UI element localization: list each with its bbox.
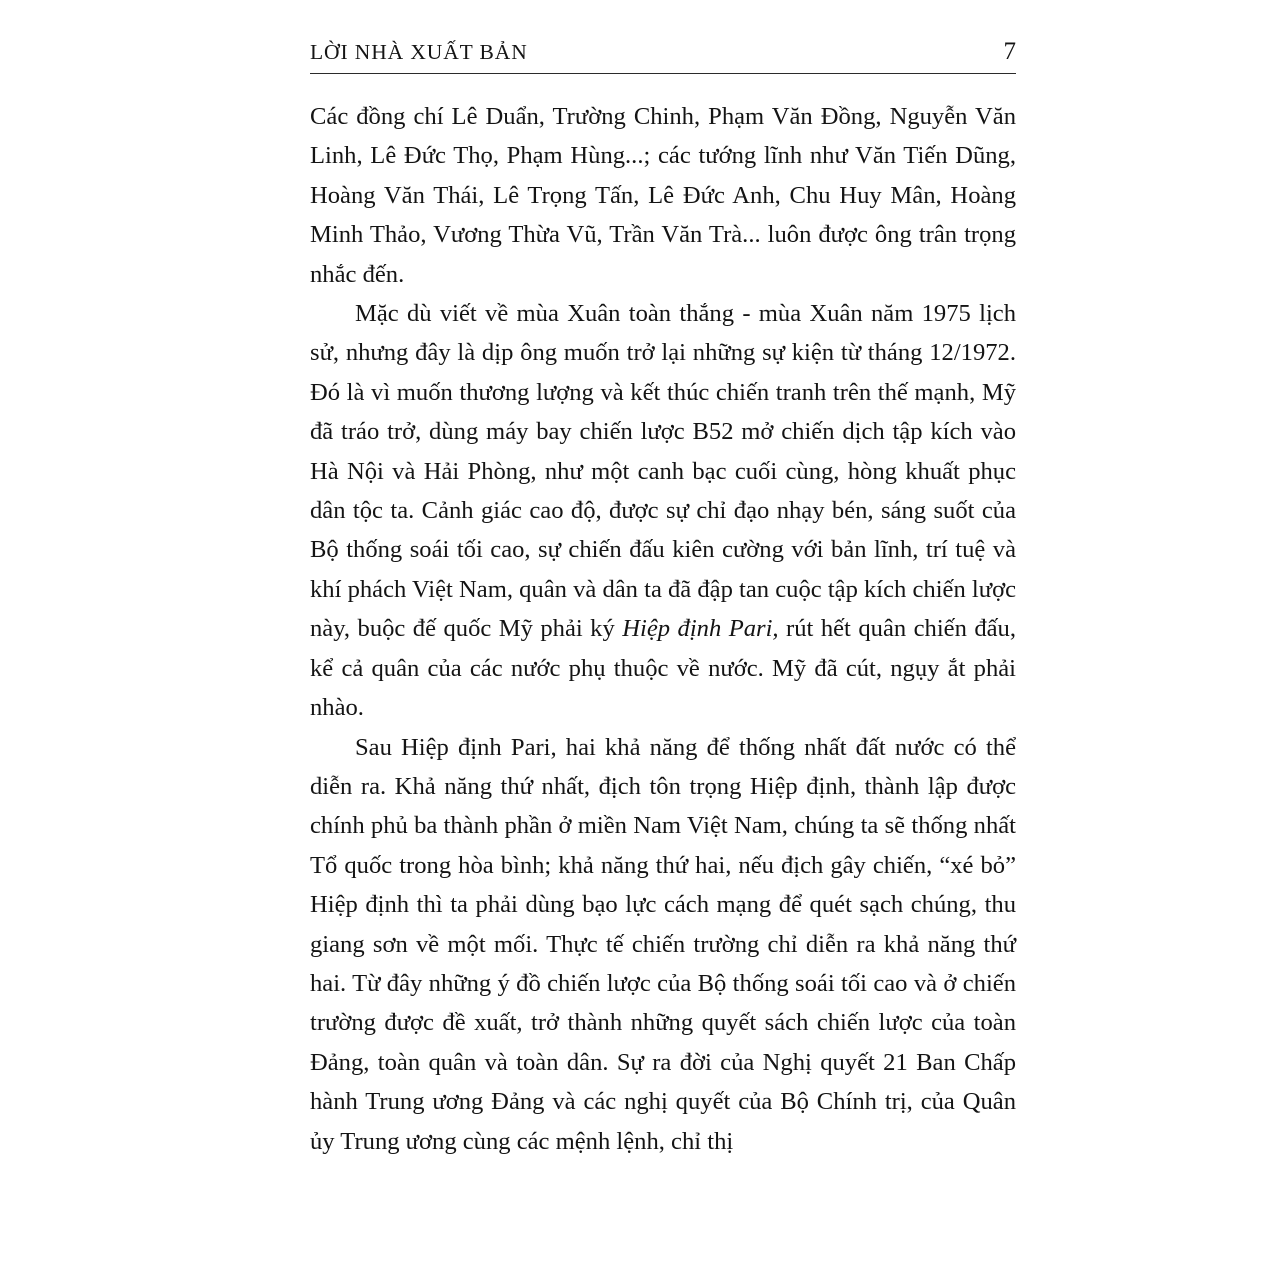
- running-head: [310, 38, 1016, 74]
- paragraph-1: Các đồng chí Lê Duẩn, Trường Chinh, Phạm Văn Đồng, Nguyễn Văn Linh, Lê Đức Thọ, Phạm Hùng...; các tướng lĩnh như Văn Tiến Dũng, Hoàng Văn Thái, Lê Trọng Tấn, Lê Đức Anh, Chu Huy Mân, Hoàng Minh Thảo, Vương Thừa Vũ, Trần Văn Trà... luôn được ông trân trọng nhắc đến.: [310, 103, 1016, 288]
- paragraph-2-italic-title: Hiệp định Pari,: [622, 615, 779, 643]
- page-number: 7: [1003, 38, 1016, 65]
- paragraph-2-part-1: Mặc dù viết về mùa Xuân toàn thắng - mùa Xuân năm 1975 lịch sử, nhưng đây là dịp ông muốn trở lại những sự kiện từ tháng 12/1972. Đó là vì muốn thương lượng và kết thúc chiến tranh trên thế mạnh, Mỹ đã tráo trở, dùng máy bay chiến lược B52 mở chiến dịch tập kích vào Hà Nội và Hải Phòng, như một canh bạc cuối cùng, hòng khuất phục dân tộc ta. Cảnh giác cao độ, được sự chỉ đạo nhạy bén, sáng suốt của Bộ thống soái tối cao, sự chiến đấu kiên cường với bản lĩnh, trí tuệ và khí phách Việt Nam, quân và dân ta đã đập tan cuộc tập kích chiến lược này, buộc đế quốc Mỹ phải ký: [310, 300, 1016, 643]
- paragraph-3: Sau Hiệp định Pari, hai khả năng để thống nhất đất nước có thể diễn ra. Khả năng thứ nhất, địch tôn trọng Hiệp định, thành lập được chính phủ ba thành phần ở miền Nam Việt Nam, chúng ta sẽ thống nhất Tổ quốc trong hòa bình; khả năng thứ hai, nếu địch gây chiến, “xé bỏ” Hiệp định thì ta phải dùng bạo lực cách mạng để quét sạch chúng, thu giang sơn về một mối. Thực tế chiến trường chỉ diễn ra khả năng thứ hai. Từ đây những ý đồ chiến lược của Bộ thống soái tối cao và ở chiến trường được đề xuất, trở thành những quyết sách chiến lược của toàn Đảng, toàn quân và toàn dân. Sự ra đời của Nghị quyết 21 Ban Chấp hành Trung ương Đảng và các nghị quyết của Bộ Chính trị, của Quân ủy Trung ương cùng các mệnh lệnh, chỉ thị: [310, 733, 1016, 1155]
- body-text: [310, 97, 1016, 1161]
- paragraph-2: [310, 294, 1016, 727]
- page-content-area: [310, 38, 1016, 1161]
- paragraph-2-part-2: rút hết quân chiến đấu, kể cả quân của các nước phụ thuộc về nước. Mỹ đã cút, ngụy ắt phải nhào.: [310, 615, 1017, 722]
- page-title: LỜI NHÀ XUẤT BẢN: [310, 40, 528, 64]
